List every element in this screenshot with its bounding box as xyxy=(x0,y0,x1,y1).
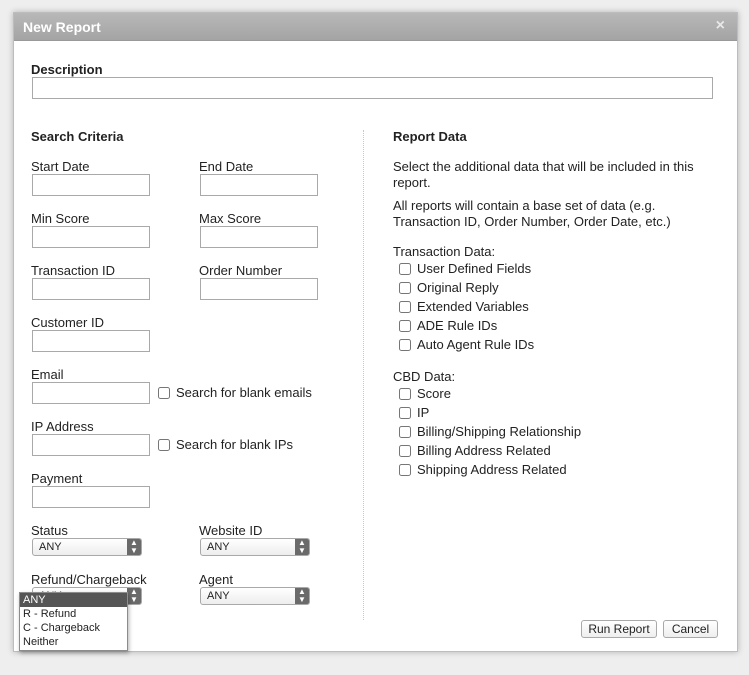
report-option-checkbox[interactable] xyxy=(399,407,411,419)
status-select[interactable] xyxy=(32,538,142,556)
refund-chargeback-dropdown xyxy=(19,592,128,651)
report-option-checkbox[interactable] xyxy=(399,388,411,400)
select-arrows-icon: ▲ ▼ xyxy=(127,588,141,604)
report-option-label: User Defined Fields xyxy=(417,261,532,276)
transaction-id-input[interactable] xyxy=(32,278,150,300)
report-option-checkbox[interactable] xyxy=(399,282,411,294)
report-data-intro: Select the additional data that will be included in this report. xyxy=(393,159,694,190)
search-criteria-heading: Search Criteria xyxy=(31,129,124,144)
dialog-title: New Report xyxy=(23,19,101,35)
agent-label: Agent xyxy=(199,572,233,587)
end-date-input[interactable] xyxy=(200,174,318,196)
blank-ips-checkbox[interactable] xyxy=(158,439,170,451)
report-option[interactable] xyxy=(399,261,639,277)
report-option[interactable] xyxy=(399,443,639,459)
refund-chargeback-label: Refund/Chargeback xyxy=(31,572,147,587)
description-label: Description xyxy=(31,62,103,77)
payment-input[interactable] xyxy=(32,486,150,508)
website-id-select-value: ANY xyxy=(207,541,230,553)
payment-label: Payment xyxy=(31,471,83,486)
cancel-button[interactable]: Cancel xyxy=(663,620,718,638)
blank-emails-option[interactable] xyxy=(158,385,328,401)
report-option[interactable] xyxy=(399,405,639,421)
select-arrows-icon: ▲ ▼ xyxy=(295,539,309,555)
status-label: Status xyxy=(31,523,68,538)
blank-ips-label: Search for blank IPs xyxy=(176,437,294,452)
column-divider xyxy=(363,130,364,620)
email-label: Email xyxy=(31,367,64,382)
report-option-checkbox[interactable] xyxy=(399,263,411,275)
report-option-label: ADE Rule IDs xyxy=(417,318,498,333)
transaction-id-label: Transaction ID xyxy=(31,263,116,278)
report-option-checkbox[interactable] xyxy=(399,339,411,351)
website-id-select[interactable] xyxy=(200,538,310,556)
dialog-titlebar[interactable] xyxy=(14,13,737,41)
dropdown-option[interactable]: Neither xyxy=(23,636,59,648)
order-number-input[interactable] xyxy=(200,278,318,300)
report-option[interactable] xyxy=(399,424,639,440)
report-option-checkbox[interactable] xyxy=(399,445,411,457)
report-option[interactable] xyxy=(399,280,639,296)
email-input[interactable] xyxy=(32,382,150,404)
run-report-button[interactable]: Run Report xyxy=(581,620,657,638)
select-arrows-icon: ▲ ▼ xyxy=(127,539,141,555)
customer-id-label: Customer ID xyxy=(31,315,104,330)
report-option-checkbox[interactable] xyxy=(399,426,411,438)
report-option-label: Auto Agent Rule IDs xyxy=(417,337,535,352)
report-option[interactable] xyxy=(399,299,639,315)
max-score-label: Max Score xyxy=(199,211,262,226)
blank-emails-label: Search for blank emails xyxy=(176,385,312,400)
report-option-label: Billing Address Related xyxy=(417,443,551,458)
report-option[interactable] xyxy=(399,462,639,478)
min-score-input[interactable] xyxy=(32,226,150,248)
description-input[interactable] xyxy=(32,77,713,99)
report-option-checkbox[interactable] xyxy=(399,301,411,313)
customer-id-input[interactable] xyxy=(32,330,150,352)
agent-select-value: ANY xyxy=(207,590,230,602)
report-option-checkbox[interactable] xyxy=(399,320,411,332)
end-date-label: End Date xyxy=(199,159,254,174)
report-option-label: Shipping Address Related xyxy=(417,462,567,477)
close-icon[interactable]: × xyxy=(715,17,725,34)
report-option-checkbox[interactable] xyxy=(399,464,411,476)
dropdown-option[interactable]: ANY xyxy=(20,593,127,607)
dropdown-option[interactable]: C - Chargeback xyxy=(23,622,101,634)
report-option[interactable] xyxy=(399,318,639,334)
status-select-value: ANY xyxy=(39,541,62,553)
select-arrows-icon: ▲ ▼ xyxy=(295,588,309,604)
report-data-heading: Report Data xyxy=(393,129,467,144)
start-date-input[interactable] xyxy=(32,174,150,196)
ip-address-input[interactable] xyxy=(32,434,150,456)
report-option-label: Original Reply xyxy=(417,280,499,295)
report-option-label: IP xyxy=(417,405,430,420)
max-score-input[interactable] xyxy=(200,226,318,248)
ip-address-label: IP Address xyxy=(31,419,94,434)
blank-ips-option[interactable] xyxy=(158,437,318,453)
start-date-label: Start Date xyxy=(31,159,90,174)
website-id-label: Website ID xyxy=(199,523,263,538)
order-number-label: Order Number xyxy=(199,263,283,278)
min-score-label: Min Score xyxy=(31,211,90,226)
dropdown-option[interactable]: R - Refund xyxy=(23,608,77,620)
report-option[interactable] xyxy=(399,386,639,402)
report-option-label: Extended Variables xyxy=(417,299,529,314)
report-option[interactable] xyxy=(399,337,639,353)
report-option-label: Score xyxy=(417,386,451,401)
blank-emails-checkbox[interactable] xyxy=(158,387,170,399)
report-data-base-note: All reports will contain a base set of data (e.g. Transaction ID, Order Number, Order Date, etc.) xyxy=(393,198,671,229)
cbd-data-heading: CBD Data: xyxy=(393,369,456,384)
new-report-dialog xyxy=(13,12,738,652)
agent-select[interactable] xyxy=(200,587,310,605)
transaction-data-heading: Transaction Data: xyxy=(393,244,496,259)
report-option-label: Billing/Shipping Relationship xyxy=(417,424,582,439)
